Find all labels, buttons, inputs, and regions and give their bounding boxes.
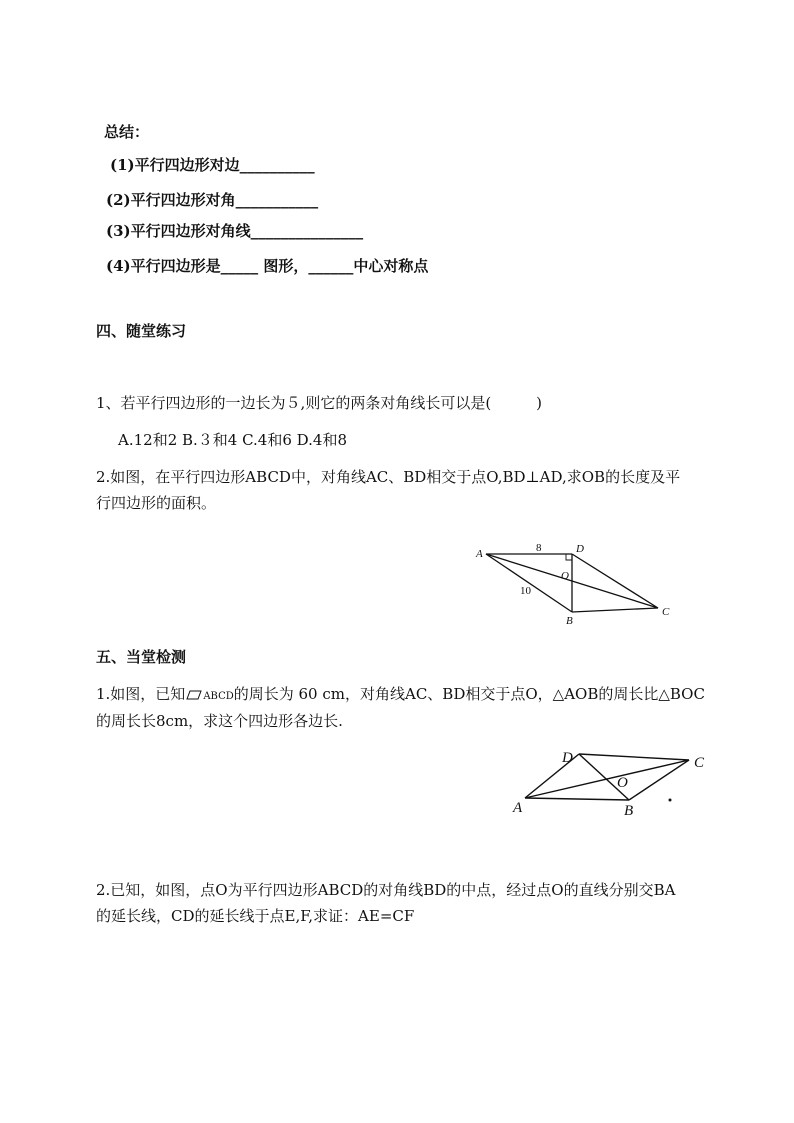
label-o: O <box>617 775 628 791</box>
parallelogram-symbol-icon <box>186 690 202 700</box>
label-c: C <box>694 755 705 771</box>
label-c: C <box>662 606 670 618</box>
label-o: O <box>561 570 569 582</box>
summary-item-2: (2)平行四边形对角___________ <box>106 191 319 209</box>
check-q1-line1 <box>96 684 705 707</box>
label-d: D <box>576 543 584 555</box>
stray-dot <box>669 799 672 802</box>
summary-item-4: (4)平行四边形是_____ 图形，______中心对称点 <box>106 257 429 275</box>
check-q2-line1: 2.已知，如图，点O为平行四边形ABCD的对角线BD的中点，经过点O的直线分别交BA <box>96 881 676 899</box>
label-d: D <box>562 750 573 766</box>
length-ad: 8 <box>536 542 542 554</box>
check-q2-line2: 的延长线，CD的延长线于点E,F,求证：AE=CF <box>96 907 415 925</box>
right-angle-mark <box>566 554 572 560</box>
practice-q2-line2: 行四边形的面积。 <box>96 494 217 512</box>
check-heading: 五、当堂检测 <box>96 648 187 666</box>
practice-q1-stem: 1、若平行四边形的一边长为５,则它的两条对角线长可以是( ) <box>96 394 543 412</box>
summary-item-3: (3)平行四边形对角线_______________ <box>106 222 364 240</box>
label-b: B <box>624 803 634 819</box>
side-cb <box>572 608 658 612</box>
parallelogram-figure-2 <box>505 740 730 820</box>
parallelogram-figure-1 <box>470 538 680 630</box>
practice-q2-line1: 2.如图，在平行四边形ABCD中，对角线AC、BD相交于点O,BD⊥AD,求OB的长度及平 <box>96 468 681 486</box>
side-cb <box>629 760 689 800</box>
summary-item-1: (1)平行四边形对边__________ <box>110 156 315 174</box>
check-q1-name: ABCD <box>203 691 234 702</box>
side-ba <box>525 798 629 800</box>
side-dc <box>572 554 658 608</box>
practice-q1-options: A.12和2 B.３和4 C.4和6 D.4和8 <box>118 431 348 449</box>
length-ab: 10 <box>520 585 531 597</box>
side-dc <box>579 754 689 760</box>
check-q1-line2: 的周长长8cm，求这个四边形各边长. <box>96 712 343 730</box>
label-a: A <box>513 800 523 816</box>
label-a: A <box>476 548 483 560</box>
side-ba <box>486 554 572 612</box>
label-b: B <box>566 615 573 627</box>
summary-title: 总结： <box>104 123 150 141</box>
practice-heading: 四、随堂练习 <box>96 322 187 340</box>
check-q1-post: 的周长为 60 cm，对角线AC、BD相交于点O，△AOB的周长比△BOC <box>233 685 705 703</box>
check-q1-pre: 1.如图，已知 <box>96 685 186 703</box>
